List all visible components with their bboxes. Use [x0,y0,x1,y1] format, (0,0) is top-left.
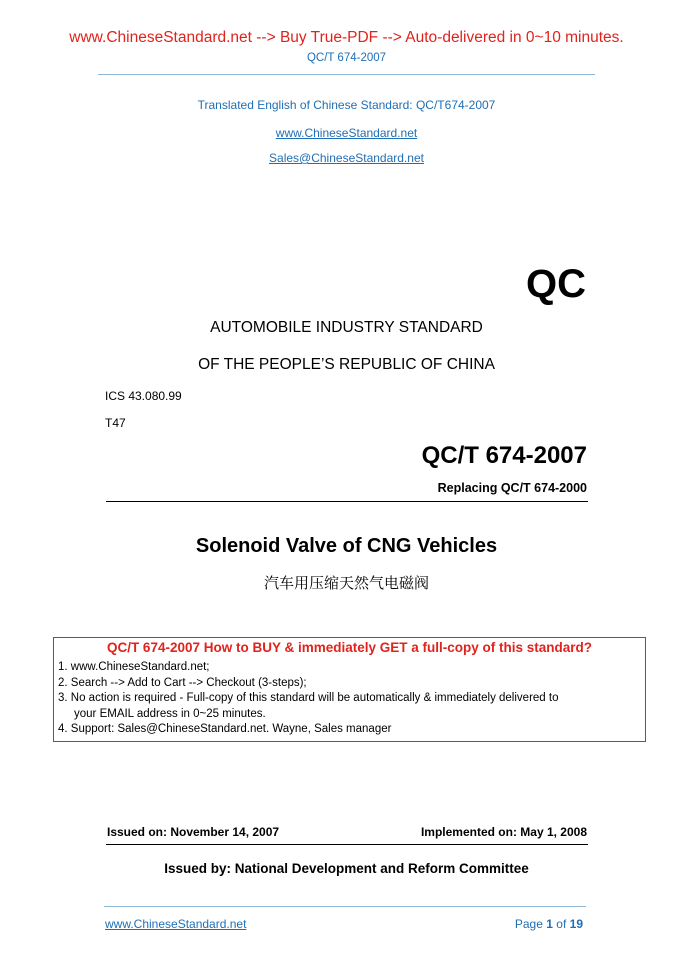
buy-step-4: 4. Support: Sales@ChineseStandard.net. Wayne, Sales manager [58,723,392,735]
title-english: Solenoid Valve of CNG Vehicles [195,535,498,557]
header-divider [98,74,595,75]
title-divider [106,501,588,502]
buy-steps-list [58,660,641,738]
top-banner: www.ChineseStandard.net --> Buy True-PDF --> Auto-delivered in 0~10 minutes. [69,29,624,46]
standard-body-line1: AUTOMOBILE INDUSTRY STANDARD [210,319,483,336]
buy-step-3: 3. No action is required - Full-copy of this standard will be automatically & immediately delivered to [58,692,559,704]
page-label: Page [514,917,543,931]
buy-step-3-continued: your EMAIL address in 0~25 minutes. [74,707,266,720]
title-chinese: 汽车用压缩天然气电磁阀 [263,575,429,592]
issued-on-date: Issued on: November 14, 2007 [107,825,280,839]
standard-number: QC/T 674-2007 [421,442,587,469]
doc-code-header: QC/T 674-2007 [306,52,387,64]
page-total: 19 [569,917,583,931]
buy-heading: QC/T 674-2007 How to BUY & immediately GET a full-copy of this standard? [106,640,593,655]
implemented-on-date: Implemented on: May 1, 2008 [420,825,587,839]
page-indicator [515,917,583,931]
ics-code: ICS 43.080.99 [105,389,182,403]
translated-note: Translated English of Chinese Standard: QC/T674-2007 [197,98,496,112]
footer-divider [104,906,586,907]
page-current: 1 [546,917,553,931]
dates-divider [106,844,588,845]
replacing-note: Replacing QC/T 674-2000 [437,481,587,495]
email-link[interactable]: Sales@ChineseStandard.net [269,151,424,165]
footer-site-link[interactable]: www.ChineseStandard.net [105,917,247,931]
buy-step-2: 2. Search --> Add to Cart --> Checkout (3-steps); [58,676,307,689]
buy-instructions-box [53,637,646,742]
classification-code: T47 [105,416,126,430]
site-link[interactable]: www.ChineseStandard.net [275,126,418,140]
standard-body-line2: OF THE PEOPLE’S REPUBLIC OF CHINA [198,356,495,373]
issued-by: Issued by: National Development and Reform Committee [164,861,529,876]
qc-logo: QC [526,262,586,306]
page-of: of [556,917,567,931]
buy-step-1: 1. www.ChineseStandard.net; [58,661,210,673]
